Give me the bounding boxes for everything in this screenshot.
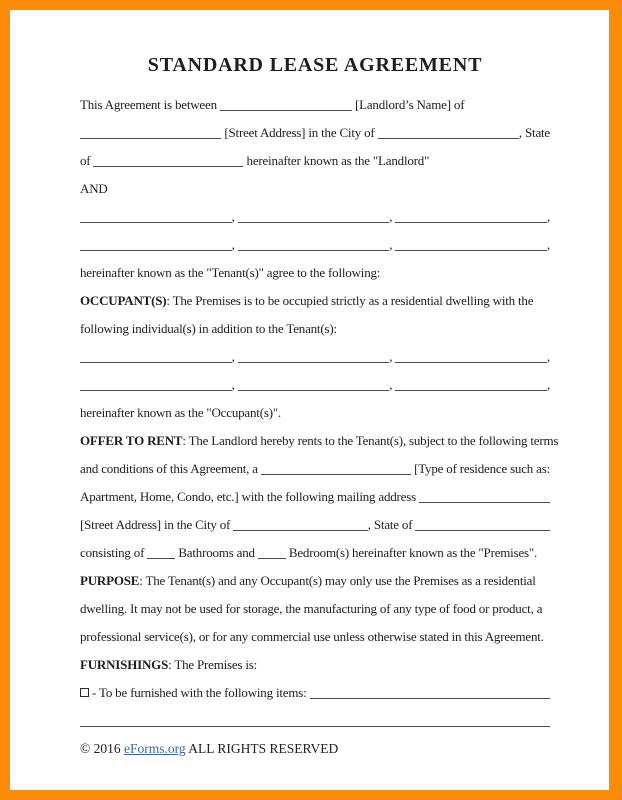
- body-text: - To be furnished with the following items:: [89, 685, 310, 700]
- form-line: [80, 258, 550, 286]
- form-line: [80, 398, 550, 426]
- body-text: hereinafter known as the "Tenant(s)" agree to the following:: [80, 265, 381, 280]
- body-text: ,: [231, 209, 238, 224]
- form-line: [80, 202, 550, 230]
- body-text: This Agreement is between: [80, 97, 220, 112]
- blank-field: [261, 471, 411, 475]
- blank-field: [310, 695, 550, 699]
- section-label: FURNISHINGS: [80, 657, 169, 672]
- body-text: : The Tenant(s) and any Occupant(s) may only use the Premises as a residential: [139, 573, 536, 588]
- form-line: [80, 454, 550, 482]
- body-text: : The Premises is:: [168, 657, 258, 672]
- blank-field: [378, 135, 519, 139]
- form-line: [80, 342, 550, 370]
- body-text: ,: [546, 209, 551, 224]
- body-text: ,: [546, 237, 551, 252]
- body-text: ,: [546, 377, 551, 392]
- body-text: [Landlord’s Name] of: [351, 97, 465, 112]
- body-text: ,: [546, 349, 551, 364]
- blank-field: [233, 527, 368, 531]
- blank-field: [238, 219, 390, 223]
- body-text: ,: [389, 349, 396, 364]
- blank-field: [80, 247, 232, 251]
- form-line: [80, 650, 550, 678]
- body-text: consisting of: [80, 545, 148, 560]
- body-text: AND: [80, 181, 108, 196]
- blank-field: [93, 163, 243, 167]
- blank-field: [147, 555, 175, 559]
- blank-field: [80, 387, 232, 391]
- body-text: : The Landlord hereby rents to the Tenant(s), subject to the following terms: [182, 433, 559, 448]
- form-line: [80, 566, 550, 594]
- blank-field: [80, 219, 232, 223]
- form-line: [80, 370, 550, 398]
- body-text: Bathrooms and: [175, 545, 258, 560]
- form-line: [80, 510, 550, 538]
- blank-field: [415, 527, 550, 531]
- blank-field: [80, 359, 232, 363]
- blank-field: [419, 499, 550, 503]
- document-page: [10, 10, 609, 790]
- form-line: [80, 538, 550, 566]
- body-text: [Type of residence such as:: [411, 461, 550, 476]
- body-text: Bedroom(s) hereinafter known as the "Premises".: [285, 545, 538, 560]
- body-text: Apartment, Home, Condo, etc.] with the following mailing address: [80, 489, 420, 504]
- body-text: professional service(s), or for any commercial use unless otherwise stated in this Agreement.: [80, 629, 544, 644]
- body-text: ,: [231, 349, 238, 364]
- body-text: [Street Address] in the City of: [221, 125, 378, 140]
- body-text: ,: [231, 377, 238, 392]
- blank-field: [238, 359, 390, 363]
- eforms-link[interactable]: eForms.org: [124, 741, 186, 756]
- form-line: [80, 594, 550, 622]
- body-text: hereinafter known as the "Landlord": [243, 153, 430, 168]
- form-line: [80, 314, 550, 342]
- form-line: [80, 230, 550, 258]
- blank-field: [238, 247, 390, 251]
- blank-field: [80, 135, 221, 139]
- body-text: hereinafter known as the "Occupant(s)".: [80, 405, 281, 420]
- body-text: [Street Address] in the City of: [80, 517, 234, 532]
- form-line: [80, 90, 550, 118]
- body-text: dwelling. It may not be used for storage, the manufacturing of any type of food or product, a: [80, 601, 543, 616]
- form-line: [80, 622, 550, 650]
- form-line: [80, 286, 550, 314]
- footer-rights: ALL RIGHTS RESERVED: [185, 741, 339, 756]
- body-text: : The Premises is to be occupied strictly as a residential dwelling with the: [166, 293, 534, 308]
- section-label: PURPOSE: [80, 573, 140, 588]
- page-title: STANDARD LEASE AGREEMENT: [147, 54, 483, 76]
- form-line: [80, 482, 550, 510]
- blank-field: [80, 723, 550, 727]
- blank-field: [238, 387, 390, 391]
- checkbox-icon: [80, 688, 89, 697]
- body-text: ,: [389, 377, 396, 392]
- document-lines: [80, 90, 559, 734]
- blank-field: [395, 219, 547, 223]
- form-line: [80, 678, 550, 706]
- footer: [80, 739, 550, 759]
- body-text: , State: [518, 125, 550, 140]
- body-text: ,: [231, 237, 238, 252]
- section-label: OCCUPANT(S): [80, 293, 167, 308]
- body-text: , State of: [367, 517, 416, 532]
- form-line: [80, 426, 559, 454]
- section-label: OFFER TO RENT: [80, 433, 183, 448]
- form-line: [80, 706, 550, 734]
- form-line: [80, 118, 550, 146]
- body-text: ,: [389, 237, 396, 252]
- body-text: of: [80, 153, 94, 168]
- body-text: ,: [389, 209, 396, 224]
- blank-field: [258, 555, 286, 559]
- blank-field: [395, 359, 547, 363]
- body-text: following individual(s) in addition to the Tenant(s):: [80, 321, 337, 336]
- form-line: [80, 146, 550, 174]
- body-text: and conditions of this Agreement, a: [80, 461, 261, 476]
- form-line: [80, 174, 550, 202]
- blank-field: [395, 247, 547, 251]
- footer-copyright: © 2016: [80, 741, 125, 756]
- blank-field: [220, 107, 352, 111]
- document-content: [10, 52, 609, 759]
- blank-field: [395, 387, 547, 391]
